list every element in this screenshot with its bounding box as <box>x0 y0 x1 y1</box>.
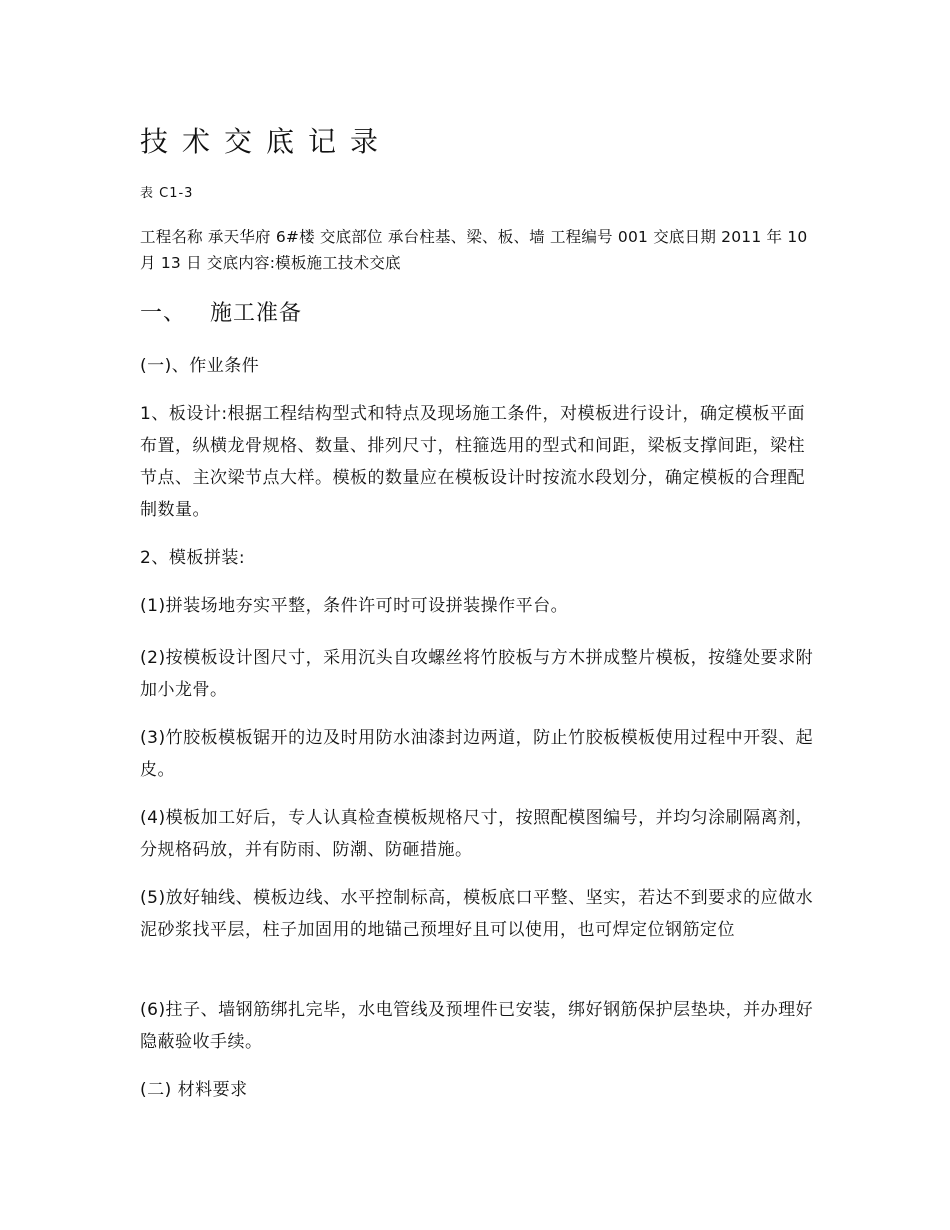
paragraph-8: (6)拄子、墙钢筋绑扎完毕，水电管线及预埋件已安装，绑好钢筋保护层垫块，并办理好隐蔽验收手续。 <box>140 1000 814 1052</box>
paragraph-7: (5)放好轴线、模板边线、水平控制标高，模板底口平整、坚实，若达不到要求的应做水泥砂浆找平层，柱子加固用的地锚己预埋好且可以使用，也可焊定位钢筋定位 <box>140 888 814 940</box>
paragraph-1: 1、板设计:根据工程结构型式和特点及现场施工条件，对模板进行设计，确定模板平面布置，纵横龙骨规格、数量、排列尺寸，柱箍选用的型式和间距，梁板支撑间距，梁柱节点、主次梁节点大样。模板的数量应在模板设计时按流水段划分，确定模板的合理配制数量。 <box>140 404 806 520</box>
section-title: 施工准备 <box>210 301 303 326</box>
section-number: 一、 <box>140 301 187 326</box>
paragraph-6: (4)模板加工好后，专人认真检查模板规格尺寸，按照配模图编号，并均匀涂刷隔离剂，分规格码放，并有防雨、防潮、防砸措施。 <box>140 808 814 860</box>
form-number: 表 C1-3 <box>140 186 194 201</box>
project-meta: 工程名称 承天华府 6#楼 交底部位 承台柱基、梁、板、墙 工程编号 001 交底日期 2011 年 10 月 13 日 交底内容:模板施工技术交底 <box>140 228 808 272</box>
subheading-work-conditions: (一)、作业条件 <box>140 356 260 376</box>
paragraph-3: (1)拼装场地夯实平整，条件许可时可设拼装操作平台。 <box>140 596 569 616</box>
paragraph-2: 2、模板拼装: <box>140 548 246 568</box>
paragraph-5: (3)竹胶板模板锯开的边及时用防水油漆封边两道，防止竹胶板模板使用过程中开裂、起皮。 <box>140 728 814 780</box>
document-title: 技术交底记录 <box>140 125 393 158</box>
section-heading-1 <box>140 297 820 331</box>
subheading-material-requirements: (二) 材料要求 <box>140 1080 248 1100</box>
paragraph-4: (2)按模板设计图尺寸，采用沉头自攻螺丝将竹胶板与方木拼成整片模板，按缝处要求附加小龙骨。 <box>140 648 814 700</box>
